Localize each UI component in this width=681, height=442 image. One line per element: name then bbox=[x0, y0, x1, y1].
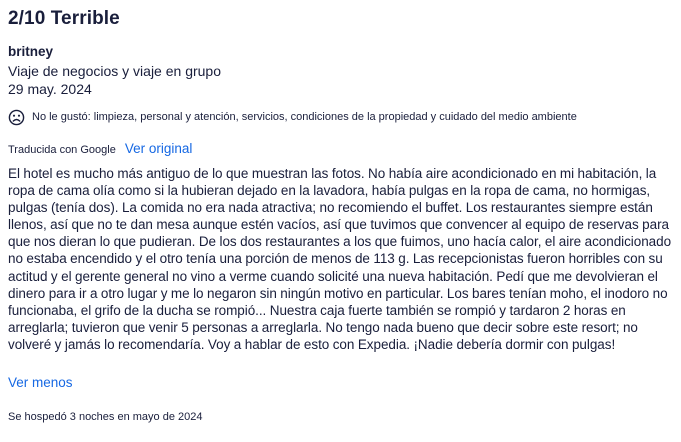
trip-type: Viaje de negocios y viaje en grupo bbox=[8, 63, 222, 79]
translation-row bbox=[8, 140, 673, 158]
rating-title: 2/10 Terrible bbox=[8, 8, 120, 29]
reviewer-name: britney bbox=[8, 44, 54, 59]
stay-info: Se hospedó 3 noches en mayo de 2024 bbox=[8, 411, 203, 424]
dislikes-text: No le gustó: limpieza, personal y atención, servicios, condiciones de la propiedad y cuidado del medio ambiente bbox=[32, 111, 577, 123]
translated-by-label: Traducida con Google bbox=[8, 144, 116, 156]
sad-face-icon bbox=[8, 109, 25, 126]
view-original-link[interactable]: Ver original bbox=[124, 141, 193, 156]
dislikes-row bbox=[8, 108, 673, 126]
review-date: 29 may. 2024 bbox=[8, 81, 92, 97]
review-text: El hotel es mucho más antiguo de lo que muestran las fotos. No había aire acondicionado en mi habitación, la ropa de cama olía como si la hubieran dejado en la lavadora, había pulgas en la ropa de cama, no hormigas, pulgas (tenía dos). La comida no era nada atractiva; no recomiendo el buffet. Los restaurantes siempre están llenos, así que no te dan mesa aunque estén vacíos, así que tuvimos que convencer al equipo de reservas para que nos dieran lo que pudieran. De los dos restaurantes a los que fuimos, uno hacía calor, el aire acondicionado no estaba encendido y el otro tenía una porción de menos de 113 g. Las recepcionistas fueron horribles con su actitud y el gerente general no vino a verme cuando solicité una nueva habitación. Pedí que me devolvieran el dinero para ir a otro lugar y me lo negaron sin ningún motivo en particular. Los bares tenían moho, el inodoro no funcionaba, el grifo de la ducha se rompió... Nuestra caja fuerte también se rompió y tardaron 2 horas en arreglarla; tuvieron que venir 5 personas a arreglarla. No tengo nada bueno que decir sobre este resort; no volveré y jamás lo recomendaría. Voy a hablar de esto con Expedia. ¡Nadie debería dormir con pulgas! bbox=[8, 166, 672, 352]
view-less-link[interactable]: Ver menos bbox=[8, 375, 73, 391]
